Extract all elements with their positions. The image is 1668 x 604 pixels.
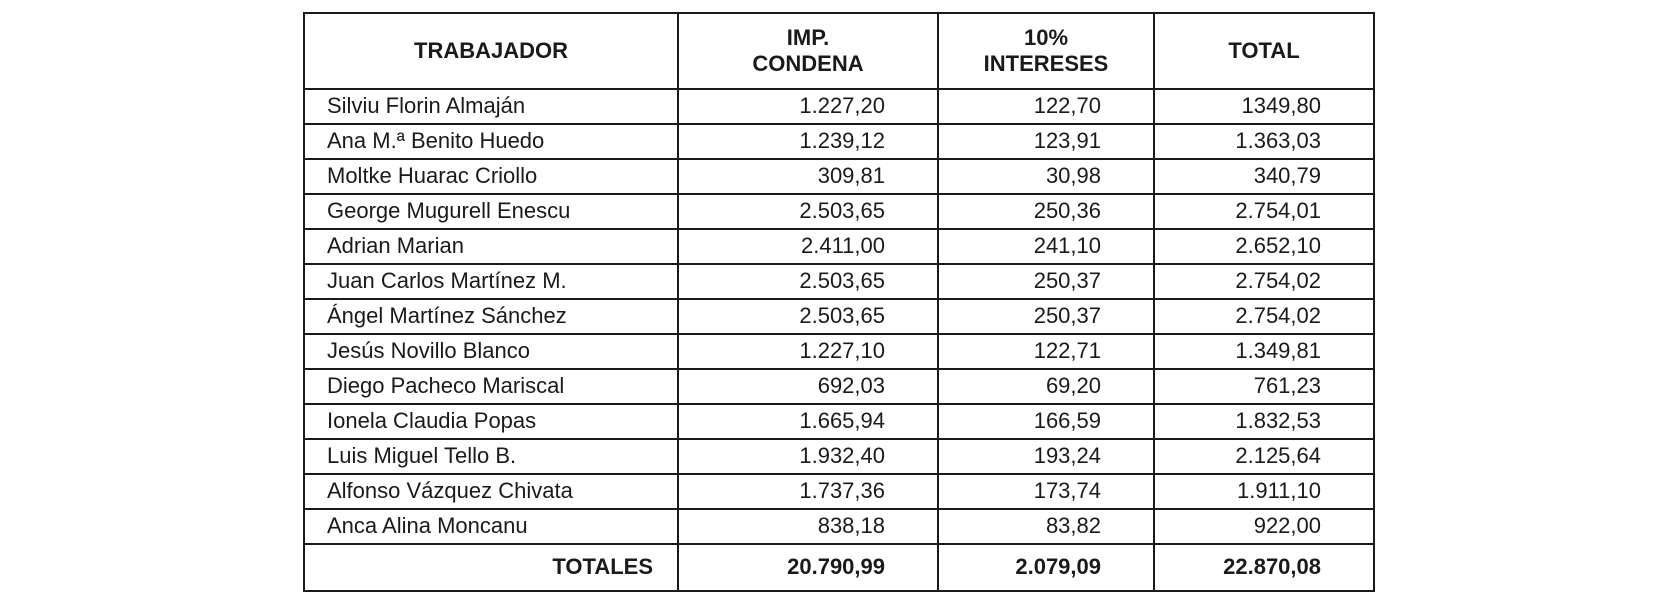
header-imp-line1: IMP. — [786, 24, 830, 50]
cell-total: 340,79 — [1154, 159, 1374, 194]
cell-intereses: 83,82 — [938, 509, 1154, 544]
cell-total: 1349,80 — [1154, 89, 1374, 124]
cell-trabajador: Diego Pacheco Mariscal — [304, 369, 678, 404]
table-body — [304, 89, 1374, 544]
table-row — [304, 439, 1374, 474]
cell-total: 2.754,02 — [1154, 299, 1374, 334]
table-row — [304, 264, 1374, 299]
cell-trabajador: Alfonso Vázquez Chivata — [304, 474, 678, 509]
cell-imp-condena: 2.503,65 — [678, 194, 938, 229]
cell-trabajador: Ana M.ª Benito Huedo — [304, 124, 678, 159]
cell-intereses: 250,37 — [938, 264, 1154, 299]
cell-intereses: 122,70 — [938, 89, 1154, 124]
cell-total: 2.125,64 — [1154, 439, 1374, 474]
cell-intereses: 122,71 — [938, 334, 1154, 369]
cell-imp-condena: 2.503,65 — [678, 299, 938, 334]
cell-total: 761,23 — [1154, 369, 1374, 404]
cell-imp-condena: 838,18 — [678, 509, 938, 544]
cell-total: 2.754,02 — [1154, 264, 1374, 299]
cell-trabajador: Ionela Claudia Popas — [304, 404, 678, 439]
cell-intereses: 193,24 — [938, 439, 1154, 474]
cell-trabajador: George Mugurell Enescu — [304, 194, 678, 229]
header-intereses — [938, 13, 1154, 89]
cell-intereses: 173,74 — [938, 474, 1154, 509]
table-row — [304, 124, 1374, 159]
cell-total: 1.832,53 — [1154, 404, 1374, 439]
header-trabajador-label: TRABAJADOR — [414, 37, 568, 63]
table-row — [304, 404, 1374, 439]
cell-trabajador: Silviu Florin Almaján — [304, 89, 678, 124]
table-row — [304, 229, 1374, 264]
table-row — [304, 369, 1374, 404]
cell-total: 2.652,10 — [1154, 229, 1374, 264]
table-row — [304, 159, 1374, 194]
totals-label: TOTALES — [304, 544, 678, 591]
table-row — [304, 334, 1374, 369]
cell-imp-condena: 2.503,65 — [678, 264, 938, 299]
cell-total: 1.363,03 — [1154, 124, 1374, 159]
header-row — [304, 13, 1374, 89]
totals-total: 22.870,08 — [1154, 544, 1374, 591]
totals-intereses: 2.079,09 — [938, 544, 1154, 591]
table-row — [304, 509, 1374, 544]
cell-total: 922,00 — [1154, 509, 1374, 544]
cell-total: 1.911,10 — [1154, 474, 1374, 509]
cell-trabajador: Jesús Novillo Blanco — [304, 334, 678, 369]
table-row — [304, 474, 1374, 509]
cell-imp-condena: 1.239,12 — [678, 124, 938, 159]
cell-intereses: 30,98 — [938, 159, 1154, 194]
table-row — [304, 194, 1374, 229]
header-int-line1: 10% — [1023, 24, 1069, 50]
cell-trabajador: Anca Alina Moncanu — [304, 509, 678, 544]
cell-intereses: 250,37 — [938, 299, 1154, 334]
cell-trabajador: Adrian Marian — [304, 229, 678, 264]
cell-imp-condena: 1.227,20 — [678, 89, 938, 124]
cell-imp-condena: 1.665,94 — [678, 404, 938, 439]
cell-trabajador: Juan Carlos Martínez M. — [304, 264, 678, 299]
header-imp-line2: CONDENA — [752, 51, 864, 76]
cell-intereses: 69,20 — [938, 369, 1154, 404]
cell-intereses: 166,59 — [938, 404, 1154, 439]
header-total — [1154, 13, 1374, 89]
cell-imp-condena: 1.932,40 — [678, 439, 938, 474]
cell-trabajador: Luis Miguel Tello B. — [304, 439, 678, 474]
cell-imp-condena: 1.737,36 — [678, 474, 938, 509]
header-imp-condena — [678, 13, 938, 89]
cell-trabajador: Ángel Martínez Sánchez — [304, 299, 678, 334]
table-header — [304, 13, 1374, 89]
cell-imp-condena: 692,03 — [678, 369, 938, 404]
header-trabajador — [304, 13, 678, 89]
cell-intereses: 123,91 — [938, 124, 1154, 159]
cell-total: 1.349,81 — [1154, 334, 1374, 369]
cell-intereses: 250,36 — [938, 194, 1154, 229]
cell-imp-condena: 309,81 — [678, 159, 938, 194]
table-row — [304, 89, 1374, 124]
cell-imp-condena: 1.227,10 — [678, 334, 938, 369]
table-footer — [304, 544, 1374, 591]
table-row — [304, 299, 1374, 334]
header-total-label: TOTAL — [1228, 37, 1300, 63]
cell-total: 2.754,01 — [1154, 194, 1374, 229]
totals-imp-condena: 20.790,99 — [678, 544, 938, 591]
header-int-line2: INTERESES — [983, 51, 1109, 76]
cell-intereses: 241,10 — [938, 229, 1154, 264]
compensation-table — [303, 12, 1375, 592]
totals-row — [304, 544, 1374, 591]
cell-imp-condena: 2.411,00 — [678, 229, 938, 264]
cell-trabajador: Moltke Huarac Criollo — [304, 159, 678, 194]
